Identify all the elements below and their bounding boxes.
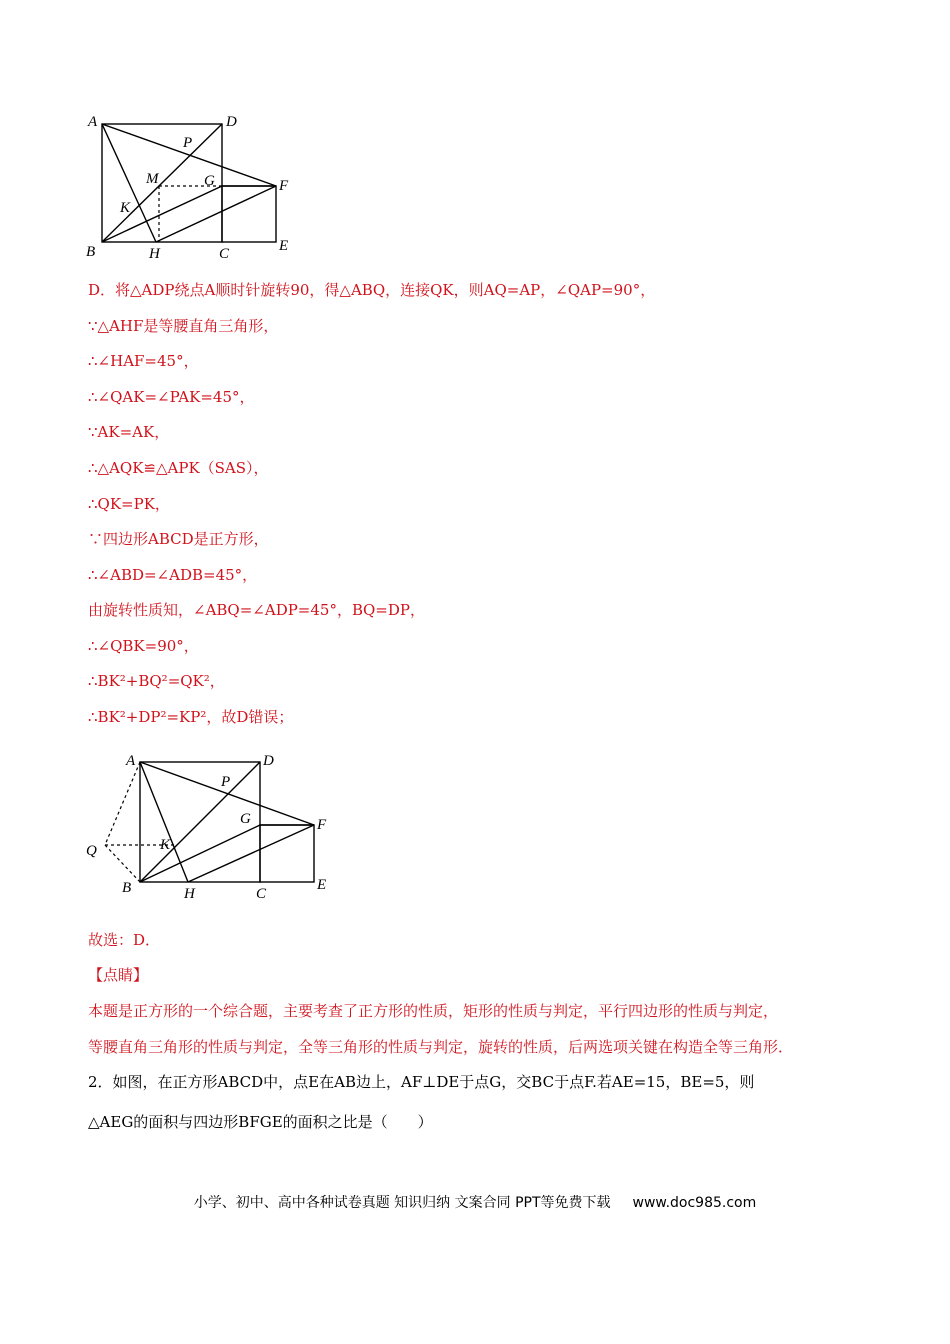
figure-2-svg: [80, 745, 340, 905]
label2-E: E: [317, 877, 327, 893]
solution-line-10: 由旋转性质知，∠ABQ=∠ADP=45°，BQ=DP，: [88, 601, 425, 619]
comment-line-2: 等腰直角三角形的性质与判定，全等三角形的性质与判定，旋转的性质，后两选项关键在构造全等三角形．: [88, 1038, 794, 1056]
label2-H: H: [184, 886, 195, 902]
segment-af-2: [140, 762, 314, 825]
solution-line-9: ∴∠ABD=∠ADB=45°，: [88, 566, 258, 584]
solution-line-5: ∵AK=AK，: [88, 423, 170, 441]
label2-G: G: [240, 811, 251, 827]
label-D: D: [226, 114, 237, 130]
solution-line-13: ∴BK²+DP²=KP²，故D错误；: [88, 708, 294, 726]
label2-Q: Q: [86, 843, 97, 859]
label2-D: D: [263, 753, 274, 769]
figure-1-svg: [80, 110, 300, 260]
label2-P: P: [221, 774, 231, 790]
comment-line-1: 本题是正方形的一个综合题，主要考查了正方形的性质，矩形的性质与判定，平行四边形的性质与判定，: [88, 1002, 779, 1020]
solution-line-11: ∴∠QBK=90°，: [88, 637, 199, 655]
solution-line-8: ∵四边形ABCD是正方形，: [88, 530, 269, 548]
label2-F: F: [317, 817, 327, 833]
question-2-line-1: 2．如图，在正方形ABCD中，点E在AB边上，AF⊥DE于点G，交BC于点F.若AE=15，BE=5，则: [88, 1073, 755, 1091]
footer-text: 小学、初中、高中各种试卷真题 知识归纳 文案合同 PPT等免费下载: [193, 1195, 611, 1211]
solution-line-1: D．将△ADP绕点A顺时针旋转90，得△ABQ，连接QK，则AQ=AP，∠QAP=90°，: [88, 281, 656, 299]
segment-hf-2: [188, 825, 314, 882]
label-P: P: [183, 135, 193, 151]
solution-line-12: ∴BK²+BQ²=QK²，: [88, 672, 225, 690]
label-A: A: [88, 114, 98, 130]
label-M: M: [146, 171, 159, 187]
label-C: C: [219, 246, 230, 260]
label-B: B: [86, 244, 96, 260]
solution-line-3: ∴∠HAF=45°，: [88, 352, 199, 370]
label-F: F: [279, 178, 289, 194]
dashed-qb: [105, 845, 140, 882]
label-G: G: [204, 173, 215, 189]
rect-cefg-2: [260, 825, 314, 882]
segment-af: [102, 124, 276, 186]
solution-line-7: ∴QK=PK，: [88, 495, 170, 513]
solution-line-2: ∵△AHF是等腰直角三角形，: [88, 317, 279, 335]
comment-title: 【点睛】: [88, 966, 149, 984]
solution-line-4: ∴∠QAK=∠PAK=45°，: [88, 388, 255, 406]
label-K: K: [120, 200, 131, 216]
conclusion-line: 故选：D．: [88, 931, 161, 949]
geometry-figure-2: [80, 745, 340, 905]
segment-ah-2: [140, 762, 188, 882]
label-E: E: [279, 238, 289, 254]
segment-hf: [156, 186, 276, 242]
label2-K: K: [160, 837, 171, 853]
question-2-line-2: △AEG的面积与四边形BFGE的面积之比是（ ）: [88, 1113, 433, 1131]
dashed-aq: [105, 762, 140, 845]
solution-line-6: ∴△AQK≌△APK（SAS），: [88, 459, 269, 477]
geometry-figure-1: [80, 110, 300, 260]
label-H: H: [149, 246, 160, 260]
footer-url[interactable]: www.doc985.com: [632, 1195, 757, 1211]
page-footer: [0, 1192, 950, 1212]
label2-C: C: [256, 886, 267, 902]
rect-cefg: [222, 186, 276, 242]
label2-B: B: [122, 880, 132, 896]
segment-bg-2: [140, 825, 260, 882]
label2-A: A: [126, 753, 136, 769]
